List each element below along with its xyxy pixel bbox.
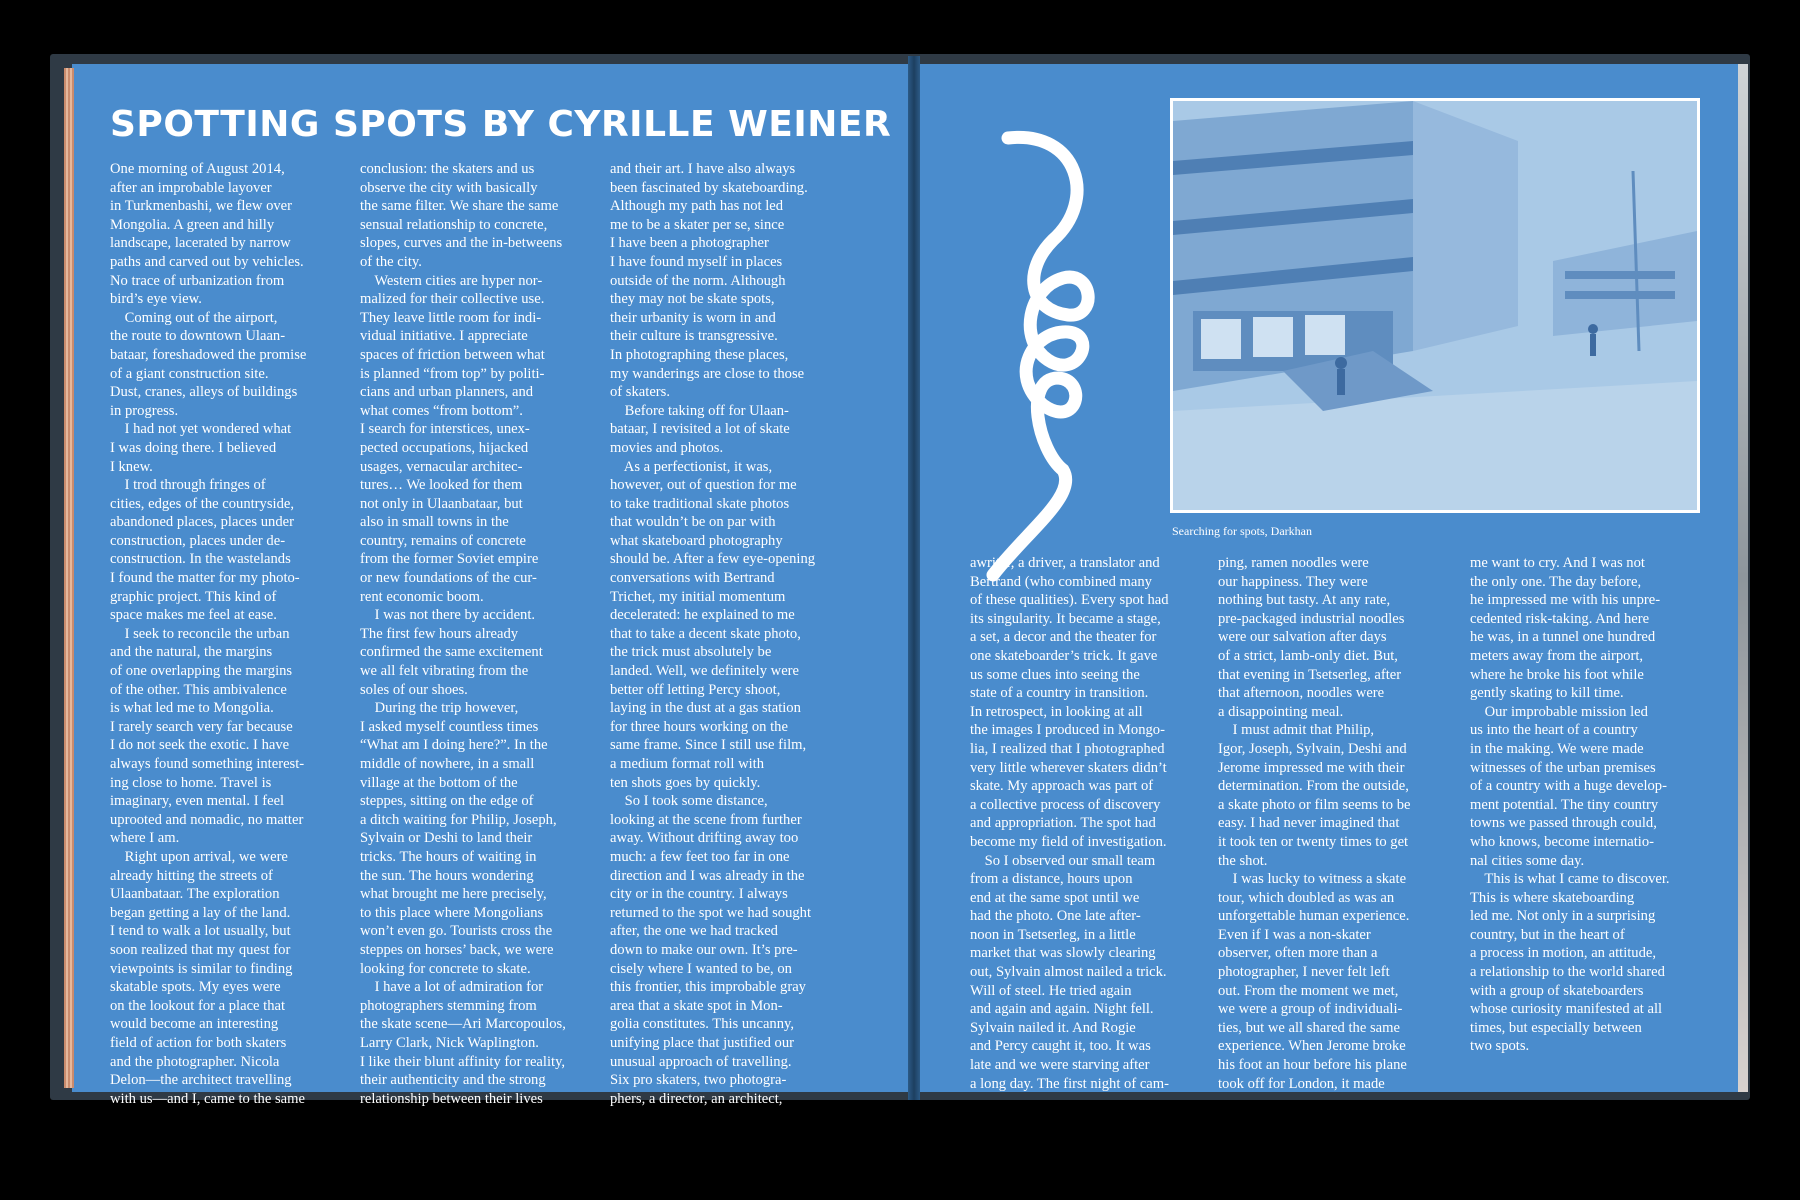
article-title: SPOTTING SPOTS BY CYRILLE WEINER — [110, 104, 892, 145]
text-column-6: me want to cry. And I was not the only one. The day before, he impressed me with his unpre- cedented risk-taking. And here he was, in a tunnel one hundred meters away from the airport, where he broke his foot while gently skating to kill time. Our improbable mission led us into the heart of a country in the making. We were made witnesses of the urban premises of a country with a huge develop- ment potential. The tiny country towns we passed through could, who knows, become internatio- nal cities some day. This is what I came to discover. This is where skateboarding led me. Not only in a surprising country, but in the heart of a process in motion, an attitude, a relationship to the world shared with a group of skateboarders whose curiosity manifested at all times, but especially between two spots. — [1470, 555, 1670, 1055]
photo-caption: Searching for spots, Darkhan — [1172, 524, 1312, 538]
right-page — [918, 64, 1748, 1092]
book-gutter — [908, 56, 920, 1100]
page-edge — [64, 68, 74, 1088]
page-bleed-edge — [1738, 64, 1748, 1092]
text-column-5: ping, ramen noodles were our happiness. They were nothing but tasty. At any rate, pre-packaged industrial noodles were our salvation after days of a strict, lamb-only diet. But, that evening in Tsetserleg, after that afternoon, noodles were a disappointing meal. I must admit that Philip, Igor, Joseph, Sylvain, Deshi and Jerome impressed me with their determination. From the outside, a skate photo or film seems to be easy. I had never imagined that it took ten or twenty times to get the shot. I was lucky to witness a skate tour, which doubled as was an unforgettable human experience. Even if I was a non-skater observer, often more than a photographer, I never felt left out. From the moment we met, we were a group of individuali- ties, but we all shared the same experience. When Jerome broke his foot an hour before his plane took off for London, it made — [1218, 555, 1411, 1092]
text-column-2: conclusion: the skaters and us observe the city with basically the same filter. We share the same sensual relationship to concrete, slopes, curves and the in-betweens of the city. Western cities are hyper nor- malized for their collective use. They leave little room for indi- vidual initiative. I appreciate spaces of friction between what is planned “from top” by politi- cians and urban planners, and what comes “from bottom”. I search for interstices, unex- pected occupations, hijacked usages, vernacular architec- tures… We looked for them not only in Ulaanbataar, but also in small towns in the country, remains of concrete from the former Soviet empire or new foundations of the cur- rent economic boom. I was not there by accident. The first few hours already confirmed the same excitement we all felt vibrating from the soles of our shoes. During the trip however, I asked myself countless times “What am I doing here?”. In the middle of nowhere, in a small village at the bottom of the steppes, sitting on the edge of a ditch waiting for Philip, Joseph, Sylvain or Deshi to land their tricks. The hours of waiting in the sun. The hours wondering what brought me here precisely, to this place where Mongolians won’t even go. Tourists cross the steppes on horses’ back, we were looking for concrete to skate. I have a lot of admiration for photographers stemming from the skate scene—Ari Marcopoulos, Larry Clark, Nick Waplington. I like their blunt affinity for reality, their authenticity and the strong relationship between their lives — [360, 161, 566, 1107]
text-column-4: awriter, a driver, a translator and Bertrand (who combined many of these qualities). Every spot had its singularity. It became a stage, a set, a decor and the theater for one skateboarder’s trick. It gave us some clues into seeing the state of a country in transition. In retrospect, in looking at all the images I produced in Mongo- lia, I realized that I photographed very little wherever skaters didn’t skate. My approach was part of a collective process of discovery and appropriation. The spot had become my field of investigation. So I observed our small team from a distance, hours upon end at the same spot until we had the photo. One late after- noon in Tsetserleg, in a little market that was slowly clearing out, Sylvain almost nailed a trick. Will of steel. He tried again and again and again. Night fell. Sylvain nailed it. And Rogie and Percy caught it, too. It was late and we were starving after a long day. The first night of cam- — [970, 555, 1169, 1092]
text-column-3: and their art. I have also always been fascinated by skateboarding. Although my path has not led me to be a skater per se, since I have been a photographer I have found myself in places outside of the norm. Although they may not be skate spots, their urbanity is worn in and their culture is transgressive. In photographing these places, my wanderings are close to those of skaters. Before taking off for Ulaan- bataar, I revisited a lot of skate movies and photos. As a perfectionist, it was, however, out of question for me to take traditional skate photos that wouldn’t be on par with what skateboard photography should be. After a few eye-opening conversations with Bertrand Trichet, my initial momentum decelerated: he explained to me that to take a decent skate photo, the trick must absolutely be landed. Well, we definitely were better off letting Percy shoot, laying in the dust at a gas station for three hours working on the same frame. Since I still use film, a medium format roll with ten shots goes by quickly. So I took some distance, looking at the scene from further away. Without drifting away too much: a few feet too far in one direction and I was already in the city or in the country. I always returned to the spot we had sought after, the one we had tracked down to make our own. It’s pre- cisely where I wanted to be, on this frontier, this improbable gray area that a skate spot in Mon- golia constitutes. This uncanny, unifying place that justified our unusual approach of travelling. Six pro skaters, two photogra- phers, a director, an architect, — [610, 161, 816, 1107]
apartment-building-photo — [1170, 98, 1700, 513]
left-page — [72, 64, 910, 1107]
text-column-1: One morning of August 2014, after an improbable layover in Turkmenbashi, we flew over Mongolia. A green and hilly landscape, lacerated by narrow paths and carved out by vehicles. No trace of urbanization from bird’s eye view. Coming out of the airport, the route to downtown Ulaan- bataar, foreshadowed the promise of a giant construction site. Dust, cranes, alleys of buildings in progress. I had not yet wondered what I was doing there. I believed I knew. I trod through fringes of cities, edges of the countryside, abandoned places, places under construction, places under de- construction. In the wastelands I found the matter for my photo- graphic project. This kind of space makes me feel at ease. I seek to reconcile the urban and the natural, the margins of one overlapping the margins of the other. This ambivalence is what led me to Mongolia. I rarely search very far because I do not seek the exotic. I have always found something interest- ing close to home. Travel is imaginary, even mental. I feel uprooted and nomadic, no matter where I am. Right upon arrival, we were already hitting the streets of Ulaanbataar. The exploration began getting a lay of the land. I tend to walk a lot usually, but soon realized that my quest for viewpoints is similar to finding skatable spots. My eyes were on the lookout for a place that would become an interesting field of action for both skaters and the photographer. Nicola Delon—the architect travelling with us—and I, came to the same — [110, 161, 307, 1107]
swirl-loop-graphic — [968, 120, 1118, 600]
